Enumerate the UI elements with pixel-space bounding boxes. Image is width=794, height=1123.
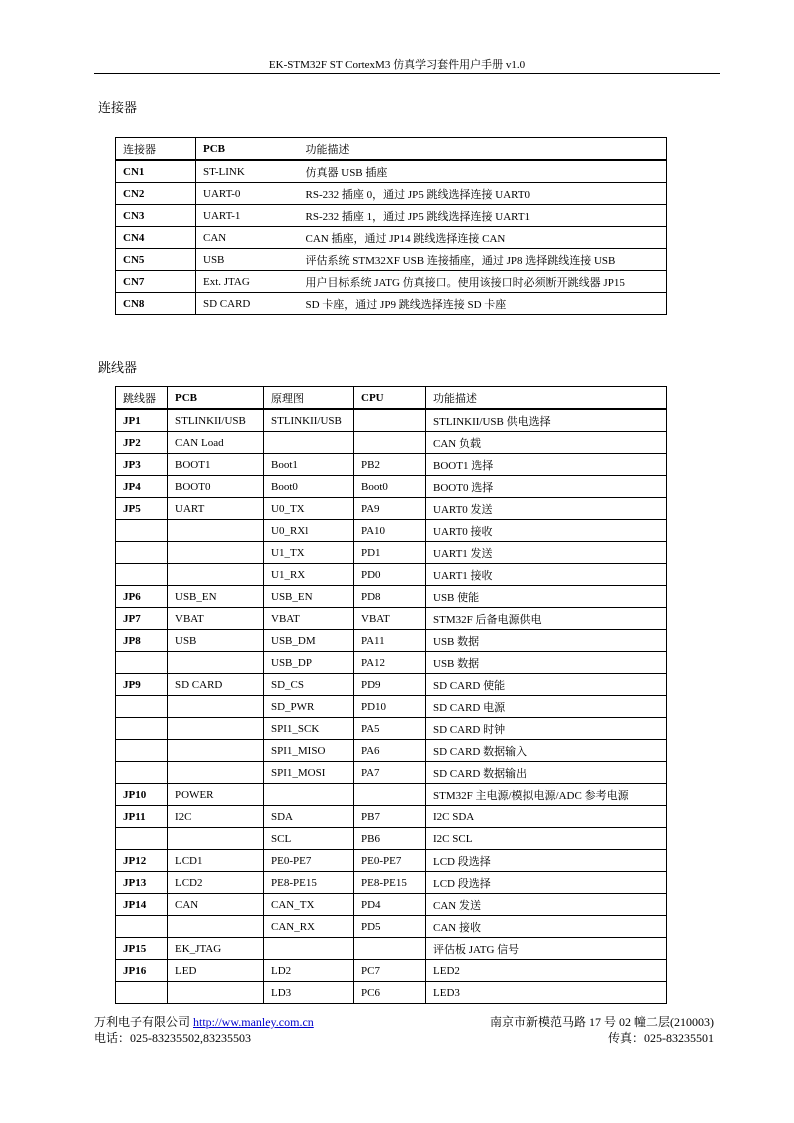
col-header-schematic: 原理图 [264,387,354,410]
cell-description: 用户目标系统 JATG 仿真接口。使用该接口时必须断开跳线器 JP15 [305,276,625,289]
cell-cpu: PE0-PE7 [354,850,426,872]
cell-schematic: SPI1_MISO [264,740,354,762]
cell-description: UART1 接收 [433,569,493,582]
cell-description: UART0 发送 [433,503,493,516]
cell-cpu: PA9 [354,498,426,520]
page-header-title: EK-STM32F ST CortexM3 仿真学习套件用户手册 v1.0 [268,59,526,71]
cell-schematic: U0_RXl [264,520,354,542]
cell-schematic [264,784,354,806]
cell-schematic: U0_TX [264,498,354,520]
table-row [116,432,667,454]
cell-description: UART1 发送 [433,547,493,560]
cell-pcb: LED [168,960,264,982]
col-header-cpu: CPU [354,387,426,410]
cell-description: RS-232 插座 0，通过 JP5 跳线选择连接 UART0 [305,188,531,201]
table-row [116,542,667,564]
cell-pcb: STLINKII/USB [168,409,264,432]
cell-description: SD CARD 电源 [433,701,506,714]
cell-schematic: U1_RX [264,564,354,586]
cell-description: SD CARD 数据输出 [433,767,528,780]
table-row [116,476,667,498]
table-row [116,762,667,784]
col-header-pcb: PCB [203,142,225,155]
cell-pcb [168,740,264,762]
table-row [116,894,667,916]
cell-description: RS-232 插座 1，通过 JP5 跳线选择连接 UART1 [305,210,531,223]
cell-schematic: LD3 [264,982,354,1004]
cell-description: BOOT1 选择 [433,459,494,472]
cell-description: SD CARD 时钟 [433,723,506,736]
cell-jumper [116,762,168,784]
table-row [116,718,667,740]
table-row [116,227,667,249]
cell-cpu [354,409,426,432]
cell-pcb: POWER [168,784,264,806]
cell-schematic: VBAT [264,608,354,630]
table-row [116,271,667,293]
cell-pcb [168,828,264,850]
cell-pcb [168,520,264,542]
cell-cpu: PD5 [354,916,426,938]
cell-schematic: U1_TX [264,542,354,564]
cell-pcb: CAN [168,894,264,916]
cell-schematic [264,938,354,960]
connectors-table [115,137,667,315]
cell-jumper [116,564,168,586]
cell-cpu: PE8-PE15 [354,872,426,894]
cell-jumper [116,652,168,674]
cell-connector: CN8 [116,293,196,315]
table-row [116,850,667,872]
cell-schematic: USB_EN [264,586,354,608]
cell-pcb: VBAT [168,608,264,630]
col-header-description: 功能描述 [305,143,350,156]
footer-website-link[interactable]: http://ww.manley.com.cn [193,1015,314,1029]
table-row [116,674,667,696]
table-row [116,652,667,674]
cell-cpu: PB2 [354,454,426,476]
cell-description: CAN 插座，通过 JP14 跳线选择连接 CAN [305,232,506,245]
table-row [116,454,667,476]
col-header-pcb: PCB [168,387,264,410]
cell-description: STM32F 后备电源供电 [433,613,542,626]
cell-jumper [116,520,168,542]
cell-schematic: SD_CS [264,674,354,696]
cell-jumper: JP5 [116,498,168,520]
cell-description: STM32F 主电源/模拟电源/ADC 参考电源 [433,789,629,802]
jumpers-section-title: 跳线器 [98,360,138,375]
table-row [116,806,667,828]
cell-schematic: SDA [264,806,354,828]
cell-jumper: JP2 [116,432,168,454]
cell-description: USB 数据 [433,635,480,648]
cell-pcb [168,564,264,586]
cell-jumper: JP1 [116,409,168,432]
cell-cpu [354,784,426,806]
table-row [116,828,667,850]
connectors-section-title: 连接器 [98,100,138,115]
cell-cpu: PA10 [354,520,426,542]
table-row [116,409,667,432]
table-row [116,586,667,608]
col-header-description: 功能描述 [433,392,477,405]
cell-schematic: PE0-PE7 [264,850,354,872]
cell-description: 评估板 JATG 信号 [433,943,520,956]
footer-company: 万利电子有限公司 [94,1015,191,1029]
cell-pcb: EK_JTAG [168,938,264,960]
table-row [116,696,667,718]
table-row [116,938,667,960]
cell-cpu [354,938,426,960]
cell-pcb [168,762,264,784]
cell-description: LCD 段选择 [433,877,491,890]
cell-description: CAN 发送 [433,899,481,912]
cell-cpu: PD4 [354,894,426,916]
cell-pcb: USB [203,253,225,266]
cell-pcb: SD CARD [203,297,251,310]
table-row [116,960,667,982]
cell-jumper: JP9 [116,674,168,696]
cell-description: CAN 负载 [433,437,481,450]
cell-pcb: Ext. JTAG [203,275,250,288]
cell-connector: CN1 [116,160,196,183]
cell-connector: CN2 [116,183,196,205]
jumpers-table-header [116,387,667,410]
cell-cpu: PA7 [354,762,426,784]
jumpers-table [115,386,667,1004]
table-row [116,249,667,271]
cell-pcb: CAN [203,231,227,244]
cell-schematic [264,432,354,454]
table-row [116,564,667,586]
cell-description: LCD 段选择 [433,855,491,868]
connectors-table-header [116,138,667,161]
footer-phone: 电话：025-83235502,83235503 [94,1031,251,1045]
cell-jumper: JP11 [116,806,168,828]
cell-pcb: BOOT1 [168,454,264,476]
cell-schematic: USB_DM [264,630,354,652]
cell-jumper: JP7 [116,608,168,630]
cell-jumper: JP14 [116,894,168,916]
cell-pcb: SD CARD [168,674,264,696]
cell-description: USB 使能 [433,591,480,604]
cell-cpu: PA12 [354,652,426,674]
cell-schematic: STLINKII/USB [264,409,354,432]
cell-pcb: LCD1 [168,850,264,872]
cell-jumper: JP13 [116,872,168,894]
cell-schematic: SD_PWR [264,696,354,718]
cell-cpu: Boot0 [354,476,426,498]
cell-description: UART0 接收 [433,525,493,538]
cell-pcb [168,982,264,1004]
cell-jumper [116,542,168,564]
cell-description: 仿真器 USB 插座 [305,166,388,179]
cell-jumper [116,982,168,1004]
cell-pcb [168,652,264,674]
cell-connector: CN5 [116,249,196,271]
cell-schematic: CAN_RX [264,916,354,938]
cell-cpu: PC7 [354,960,426,982]
footer-fax: 传真：025-83235501 [608,1031,714,1045]
cell-cpu: PD10 [354,696,426,718]
cell-pcb [168,916,264,938]
cell-cpu: PB7 [354,806,426,828]
cell-pcb [168,542,264,564]
cell-description: LED2 [433,964,460,977]
cell-jumper: JP12 [116,850,168,872]
cell-pcb: UART [168,498,264,520]
cell-schematic: SCL [264,828,354,850]
cell-schematic: SPI1_SCK [264,718,354,740]
cell-description: SD 卡座，通过 JP9 跳线选择连接 SD 卡座 [305,298,507,311]
cell-description: I2C SDA [433,810,475,823]
cell-pcb: ST-LINK [203,165,245,178]
table-row [116,740,667,762]
cell-cpu: VBAT [354,608,426,630]
cell-description: STLINKII/USB 供电选择 [433,415,551,428]
cell-jumper: JP4 [116,476,168,498]
table-row [116,630,667,652]
cell-description: CAN 接收 [433,921,481,934]
cell-pcb: USB [168,630,264,652]
cell-cpu [354,432,426,454]
col-header-jumper: 跳线器 [116,387,168,410]
table-row [116,183,667,205]
cell-pcb: CAN Load [168,432,264,454]
cell-jumper [116,740,168,762]
cell-schematic: Boot1 [264,454,354,476]
cell-connector: CN3 [116,205,196,227]
cell-pcb: LCD2 [168,872,264,894]
cell-cpu: PC6 [354,982,426,1004]
cell-connector: CN4 [116,227,196,249]
cell-description: BOOT0 选择 [433,481,494,494]
cell-cpu: PB6 [354,828,426,850]
cell-pcb: USB_EN [168,586,264,608]
table-row [116,872,667,894]
cell-cpu: PA11 [354,630,426,652]
table-row [116,916,667,938]
cell-schematic: LD2 [264,960,354,982]
cell-description: SD CARD 数据输入 [433,745,528,758]
cell-jumper [116,828,168,850]
cell-jumper [116,696,168,718]
table-row [116,608,667,630]
cell-schematic: SPI1_MOSI [264,762,354,784]
cell-pcb: BOOT0 [168,476,264,498]
cell-cpu: PA5 [354,718,426,740]
cell-jumper: JP15 [116,938,168,960]
cell-jumper: JP10 [116,784,168,806]
cell-jumper: JP6 [116,586,168,608]
cell-description: I2C SCL [433,832,473,845]
footer-address: 南京市新模范马路 17 号 02 幢二层(210003) [490,1015,714,1029]
table-row [116,205,667,227]
col-header-connector: 连接器 [116,138,196,161]
table-row [116,520,667,542]
cell-pcb [168,696,264,718]
cell-pcb: UART-0 [203,187,241,200]
cell-description: 评估系统 STM32XF USB 连接插座，通过 JP8 选择跳线连接 USB [305,254,616,267]
cell-jumper: JP3 [116,454,168,476]
cell-cpu: PD1 [354,542,426,564]
cell-jumper: JP8 [116,630,168,652]
table-row [116,160,667,183]
cell-cpu: PD8 [354,586,426,608]
cell-pcb: I2C [168,806,264,828]
cell-jumper: JP16 [116,960,168,982]
table-row [116,784,667,806]
cell-schematic: CAN_TX [264,894,354,916]
cell-pcb: UART-1 [203,209,241,222]
table-row [116,982,667,1004]
cell-cpu: PD9 [354,674,426,696]
cell-jumper [116,916,168,938]
cell-description: LED3 [433,986,460,999]
cell-schematic: PE8-PE15 [264,872,354,894]
table-row [116,293,667,315]
cell-cpu: PD0 [354,564,426,586]
header-divider [94,73,720,74]
cell-description: USB 数据 [433,657,480,670]
table-row [116,498,667,520]
cell-jumper [116,718,168,740]
cell-connector: CN7 [116,271,196,293]
cell-schematic: USB_DP [264,652,354,674]
cell-pcb [168,718,264,740]
cell-cpu: PA6 [354,740,426,762]
cell-schematic: Boot0 [264,476,354,498]
cell-description: SD CARD 使能 [433,679,506,692]
footer-company-line [94,1013,314,1030]
